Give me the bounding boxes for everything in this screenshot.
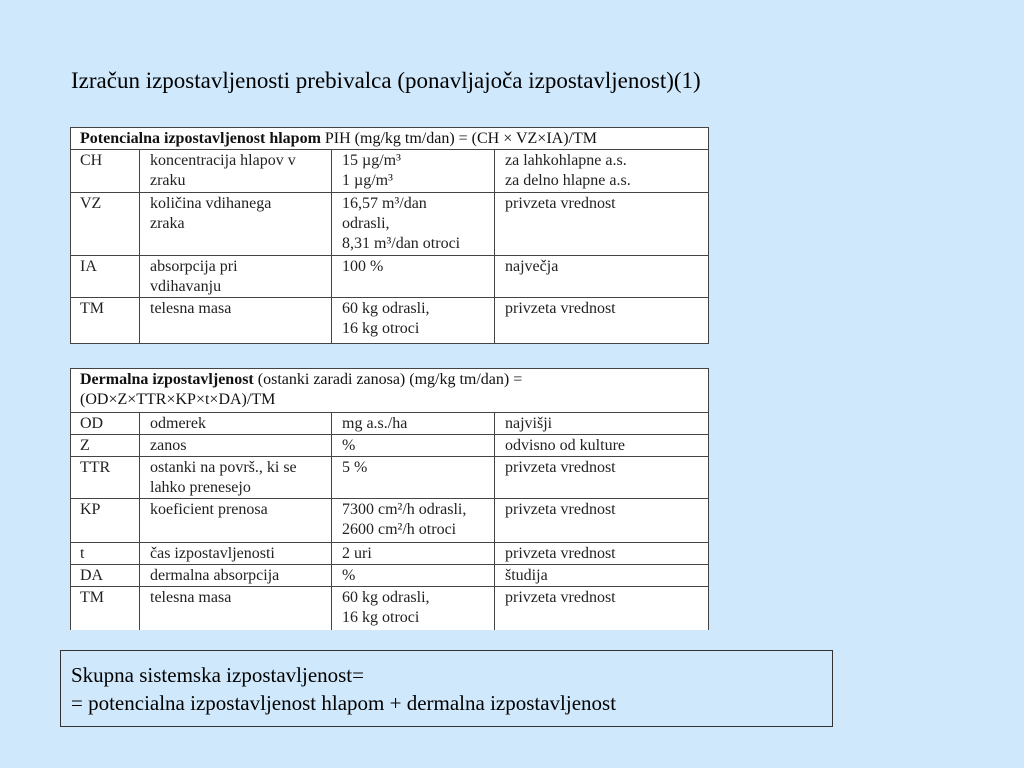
cell-value [332, 435, 495, 457]
cell-line: 2600 cm²/h otroci [342, 521, 457, 538]
cell-line: za delno hlapne a.s. [505, 172, 631, 189]
cell-line: 1 µg/m³ [342, 172, 393, 189]
cell-note [495, 193, 709, 256]
table-header [71, 369, 709, 413]
cell-line: vdihavanju [150, 278, 222, 295]
cell-line: 16,57 m³/dan [342, 195, 427, 212]
cell-line: dermalna absorpcija [150, 567, 280, 584]
cell-line: študija [505, 567, 548, 584]
cell-code: DA [71, 565, 140, 587]
cell-note [495, 499, 709, 543]
cell-code: IA [71, 256, 140, 298]
cell-code: VZ [71, 193, 140, 256]
cell-line: zraka [150, 215, 185, 232]
table-row [71, 565, 709, 587]
cell-line: ostanki na površ., ki se [150, 459, 297, 476]
dermal-exposure-table [70, 368, 709, 630]
table-row [71, 587, 709, 630]
cell-line: koeficient prenosa [150, 501, 268, 518]
cell-desc [140, 150, 332, 193]
cell-line: za lahkohlapne a.s. [505, 152, 627, 169]
cell-note [495, 150, 709, 193]
cell-line: 100 % [342, 258, 384, 275]
cell-desc [140, 499, 332, 543]
inhalation-exposure-table [70, 127, 709, 344]
cell-line: 2 uri [342, 545, 372, 562]
cell-code: TM [71, 298, 140, 344]
cell-line: 60 kg odrasli, [342, 300, 430, 317]
cell-line: telesna masa [150, 589, 232, 606]
header-bold: Potencialna izpostavljenost hlapom [80, 130, 321, 147]
cell-line: 8,31 m³/dan otroci [342, 235, 461, 252]
table-row [71, 413, 709, 435]
summary-line-1: Skupna sistemska izpostavljenost= [71, 663, 364, 687]
table-row [71, 298, 709, 344]
cell-desc [140, 587, 332, 630]
cell-line: čas izpostavljenosti [150, 545, 275, 562]
header-bold: Dermalna izpostavljenost [80, 371, 254, 388]
cell-value [332, 193, 495, 256]
cell-line: 15 µg/m³ [342, 152, 401, 169]
slide-title: Izračun izpostavljenosti prebivalca (ponavljajoča izpostavljenost)(1) [71, 68, 701, 93]
table-row [71, 256, 709, 298]
cell-line: absorpcija pri [150, 258, 238, 275]
cell-line: privzeta vrednost [505, 300, 616, 317]
cell-line: odmerek [150, 415, 206, 432]
cell-line: 16 kg otroci [342, 609, 420, 626]
cell-desc [140, 193, 332, 256]
cell-value [332, 587, 495, 630]
table-header [71, 128, 709, 150]
cell-line: 60 kg odrasli, [342, 589, 430, 606]
table-row [71, 543, 709, 565]
cell-note [495, 256, 709, 298]
cell-line: mg a.s./ha [342, 415, 408, 432]
cell-line: % [342, 567, 356, 584]
cell-value [332, 499, 495, 543]
cell-desc [140, 256, 332, 298]
cell-value [332, 150, 495, 193]
cell-value [332, 457, 495, 499]
summary-line-2: = potencialna izpostavljenost hlapom + dermalna izpostavljenost [71, 691, 617, 715]
cell-line: lahko prenesejo [150, 479, 251, 496]
cell-line: privzeta vrednost [505, 501, 616, 518]
header-formula: (ostanki zaradi zanosa) (mg/kg tm/dan) = [253, 371, 523, 388]
cell-note [495, 587, 709, 630]
cell-line: telesna masa [150, 300, 232, 317]
cell-line: privzeta vrednost [505, 545, 616, 562]
cell-desc [140, 457, 332, 499]
cell-line: privzeta vrednost [505, 195, 616, 212]
cell-value [332, 256, 495, 298]
cell-line: količina vdihanega [150, 195, 272, 212]
cell-line: privzeta vrednost [505, 459, 616, 476]
cell-desc [140, 413, 332, 435]
cell-note [495, 543, 709, 565]
cell-line: 16 kg otroci [342, 320, 420, 337]
cell-value [332, 413, 495, 435]
cell-line: največja [505, 258, 559, 275]
cell-line: najvišji [505, 415, 553, 432]
cell-line: zanos [150, 437, 187, 454]
table-row [71, 150, 709, 193]
cell-note [495, 413, 709, 435]
cell-value [332, 298, 495, 344]
table-row [71, 435, 709, 457]
cell-code: KP [71, 499, 140, 543]
cell-desc [140, 543, 332, 565]
cell-note [495, 457, 709, 499]
cell-value [332, 543, 495, 565]
cell-note [495, 298, 709, 344]
cell-line: odvisno od kulture [505, 437, 625, 454]
cell-line: odrasli, [342, 215, 390, 232]
cell-code: Z [71, 435, 140, 457]
cell-code: TM [71, 587, 140, 630]
cell-line: 7300 cm²/h odrasli, [342, 501, 467, 518]
cell-line: % [342, 437, 356, 454]
table-row [71, 499, 709, 543]
cell-note [495, 565, 709, 587]
summary-box [60, 650, 833, 727]
cell-code: CH [71, 150, 140, 193]
cell-code: OD [71, 413, 140, 435]
cell-desc [140, 565, 332, 587]
cell-line: 5 % [342, 459, 368, 476]
header-formula: PIH (mg/kg tm/dan) = (CH × VZ×IA)/TM [320, 130, 597, 147]
table-row [71, 457, 709, 499]
cell-desc [140, 435, 332, 457]
cell-note [495, 435, 709, 457]
cell-desc [140, 298, 332, 344]
table-row [71, 193, 709, 256]
cell-line: koncentracija hlapov v [150, 152, 296, 169]
cell-value [332, 565, 495, 587]
header-formula-line2: (OD×Z×TTR×KP×t×DA)/TM [80, 391, 276, 408]
cell-line: privzeta vrednost [505, 589, 616, 606]
cell-code: t [71, 543, 140, 565]
cell-code: TTR [71, 457, 140, 499]
cell-line: zraku [150, 172, 186, 189]
